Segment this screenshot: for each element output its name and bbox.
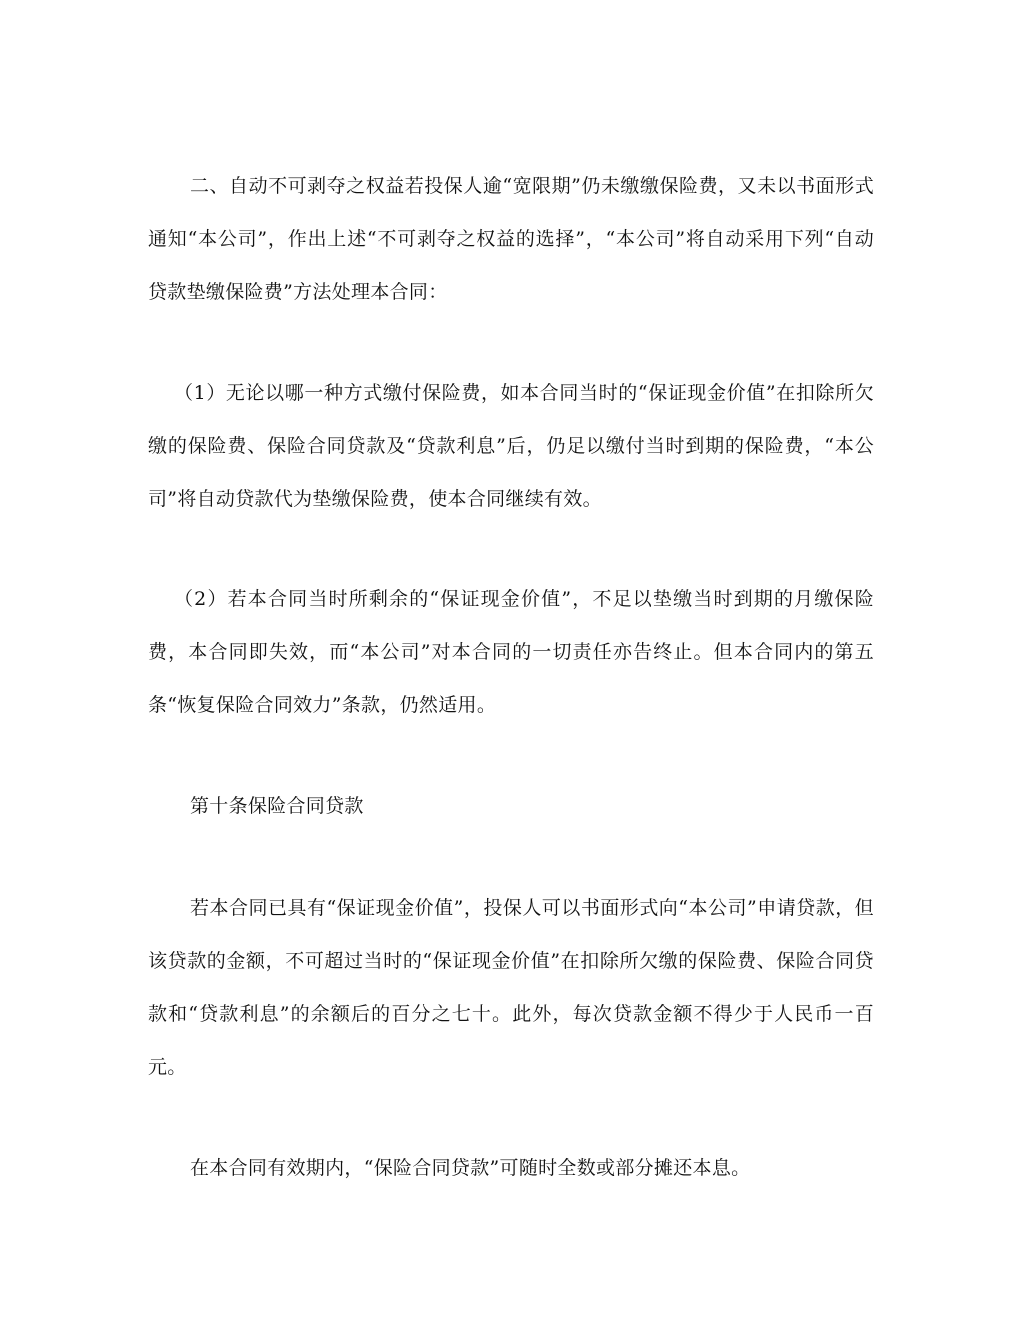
paragraph-auto-nonforfeiture: 二、自动不可剥夺之权益若投保人逾“宽限期”仍未缴缴保险费，又未以书面形式通知“本公司”，作出上述“不可剥夺之权益的选择”，“本公司”将自动采用下列“自动贷款垫缴保险费”方法处理本合同： [148, 175, 874, 303]
paragraph-loan-repayment: 在本合同有效期内，“保险合同贷款”可随时全数或部分摊还本息。 [190, 1157, 751, 1179]
paragraph-item-1: （1）无论以哪一种方式缴付保险费，如本合同当时的“保证现金价值”在扣除所欠缴的保险费、保险合同贷款及“贷款利息”后，仍足以缴付当时到期的保险费，“本公司”将自动贷款代为垫缴保险费，使本合同继续有效。 [148, 382, 874, 510]
paragraph-loan-terms: 若本合同已具有“保证现金价值”，投保人可以书面形式向“本公司”申请贷款，但该贷款的金额，不可超过当时的“保证现金价值”在扣除所欠缴的保险费、保险合同贷款和“贷款利息”的余额后的百分之七十。此外，每次贷款金额不得少于人民币一百元。 [148, 897, 874, 1078]
paragraph-item-2: （2）若本合同当时所剩余的“保证现金价值”，不足以垫缴当时到期的月缴保险费，本合同即失效，而“本公司”对本合同的一切责任亦告终止。但本合同内的第五条“恢复保险合同效力”条款，仍然适用。 [148, 588, 874, 716]
section-heading-article-10: 第十条保险合同贷款 [190, 795, 364, 817]
